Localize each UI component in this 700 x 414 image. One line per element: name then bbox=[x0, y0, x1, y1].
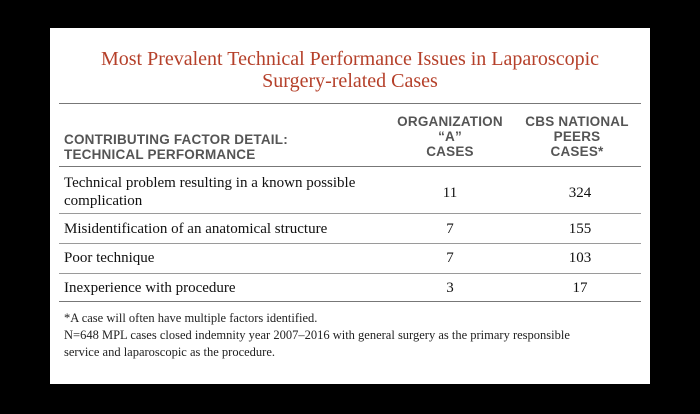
footnote-sample-description bbox=[64, 327, 644, 361]
table-title bbox=[50, 48, 650, 92]
table-row-4-factor: Inexperience with procedure bbox=[64, 280, 236, 296]
column-header-cbs bbox=[507, 114, 647, 159]
column-header-cbs-line-1: CBS NATIONAL bbox=[525, 114, 629, 129]
column-header-factor bbox=[64, 132, 288, 162]
table-row-4-org: 3 bbox=[446, 280, 454, 296]
table-row-1-org: 11 bbox=[442, 185, 458, 201]
row-divider bbox=[59, 273, 641, 274]
column-header-organization bbox=[380, 114, 520, 159]
table-row-2-cbs: 155 bbox=[568, 221, 592, 237]
table-row-1-factor-line-1: Technical problem resulting in a known possible bbox=[64, 175, 356, 191]
table-row-2-org: 7 bbox=[446, 221, 454, 237]
table-card bbox=[50, 28, 650, 384]
footnote-multiple-factors: *A case will often have multiple factors identified. bbox=[64, 311, 318, 325]
header-top-rule bbox=[59, 103, 641, 104]
column-header-organization-line-1: ORGANIZATION bbox=[397, 114, 503, 129]
header-bottom-rule bbox=[59, 166, 641, 167]
footnote-sample-line-1: N=648 MPL cases closed indemnity year 2007–2016 with general surgery as the primary responsible bbox=[64, 328, 570, 342]
column-header-factor-line-1: CONTRIBUTING FACTOR DETAIL: bbox=[64, 132, 288, 147]
table-row-1-factor-line-2: complication bbox=[64, 193, 143, 209]
table-row-1-cbs: 324 bbox=[568, 185, 592, 201]
column-header-cbs-line-3: CASES* bbox=[550, 144, 604, 159]
table-bottom-rule bbox=[59, 301, 641, 302]
column-header-organization-line-3: CASES bbox=[426, 144, 474, 159]
table-row-3-cbs: 103 bbox=[568, 250, 592, 266]
table-row-1-factor bbox=[64, 174, 384, 210]
table-row-3-factor: Poor technique bbox=[64, 250, 155, 266]
row-divider bbox=[59, 213, 641, 214]
column-header-factor-line-2: TECHNICAL PERFORMANCE bbox=[64, 147, 256, 162]
footnote-sample-line-2: service and laparoscopic as the procedure. bbox=[64, 345, 276, 359]
table-row-3-org: 7 bbox=[446, 250, 454, 266]
title-line-2: Surgery-related Cases bbox=[262, 70, 438, 92]
column-header-cbs-line-2: PEERS bbox=[553, 129, 601, 144]
column-header-organization-line-2: “A” bbox=[438, 129, 462, 144]
table-row-4-cbs: 17 bbox=[572, 280, 588, 296]
table-row-2-factor: Misidentification of an anatomical structure bbox=[64, 221, 328, 237]
title-line-1: Most Prevalent Technical Performance Issues in Laparoscopic bbox=[100, 48, 600, 70]
row-divider bbox=[59, 243, 641, 244]
